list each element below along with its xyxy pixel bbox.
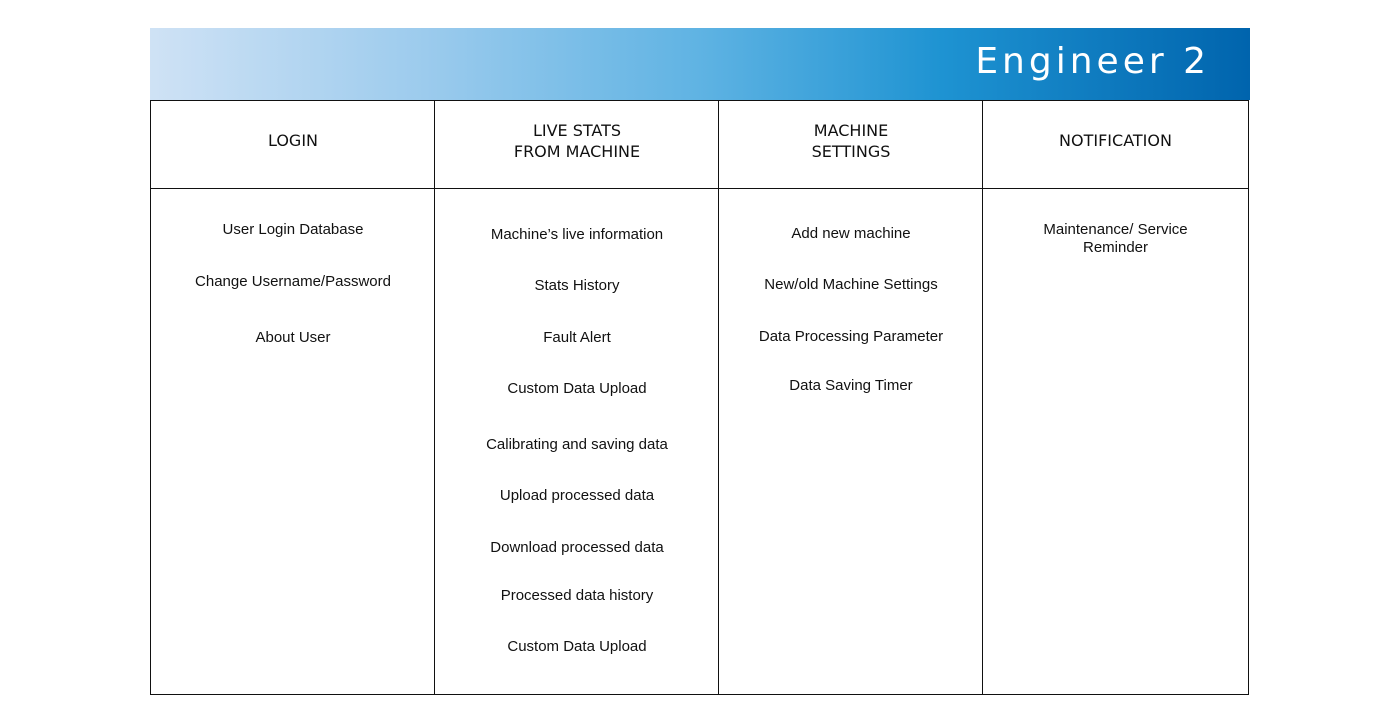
stats-history-item[interactable]: Stats History [534,277,620,294]
column-header-notification: NOTIFICATION [983,100,1248,189]
about-user-item[interactable]: About User [255,329,331,346]
custom-data-upload-item[interactable]: Custom Data Upload [507,380,647,397]
column-header-login: LOGIN [151,100,435,189]
upload-processed-data-item[interactable]: Upload processed data [499,487,655,504]
machine-settings-item[interactable]: New/old Machine Settings [764,276,938,293]
data-processing-parameter-item[interactable]: Data Processing Parameter [758,328,944,345]
fault-alert-item[interactable]: Fault Alert [543,329,611,346]
column-header-machine-settings: MACHINE SETTINGS [719,100,983,189]
column-login [150,100,435,695]
calibrating-saving-data-item[interactable]: Calibrating and saving data [486,436,668,453]
add-new-machine-item[interactable]: Add new machine [791,225,911,242]
user-login-database-item[interactable]: User Login Database [222,221,364,238]
column-live-stats [434,100,719,695]
download-processed-data-item[interactable]: Download processed data [490,539,664,556]
column-notification [982,100,1248,695]
processed-data-history-item[interactable]: Processed data history [500,587,654,604]
machine-live-information-item[interactable]: Machine’s live information [490,226,664,243]
data-saving-timer-item[interactable]: Data Saving Timer [789,377,913,394]
feature-grid [150,100,1249,695]
column-header-live-stats: LIVE STATS FROM MACHINE [435,100,719,189]
header-banner [150,28,1250,100]
page-title: Engineer 2 [975,41,1210,82]
change-username-password-item[interactable]: Change Username/Password [195,273,391,290]
custom-data-upload-item-2[interactable]: Custom Data Upload [507,638,647,655]
maintenance-service-reminder-item[interactable]: Maintenance/ Service Reminder [1043,221,1188,256]
column-machine-settings [718,100,983,695]
